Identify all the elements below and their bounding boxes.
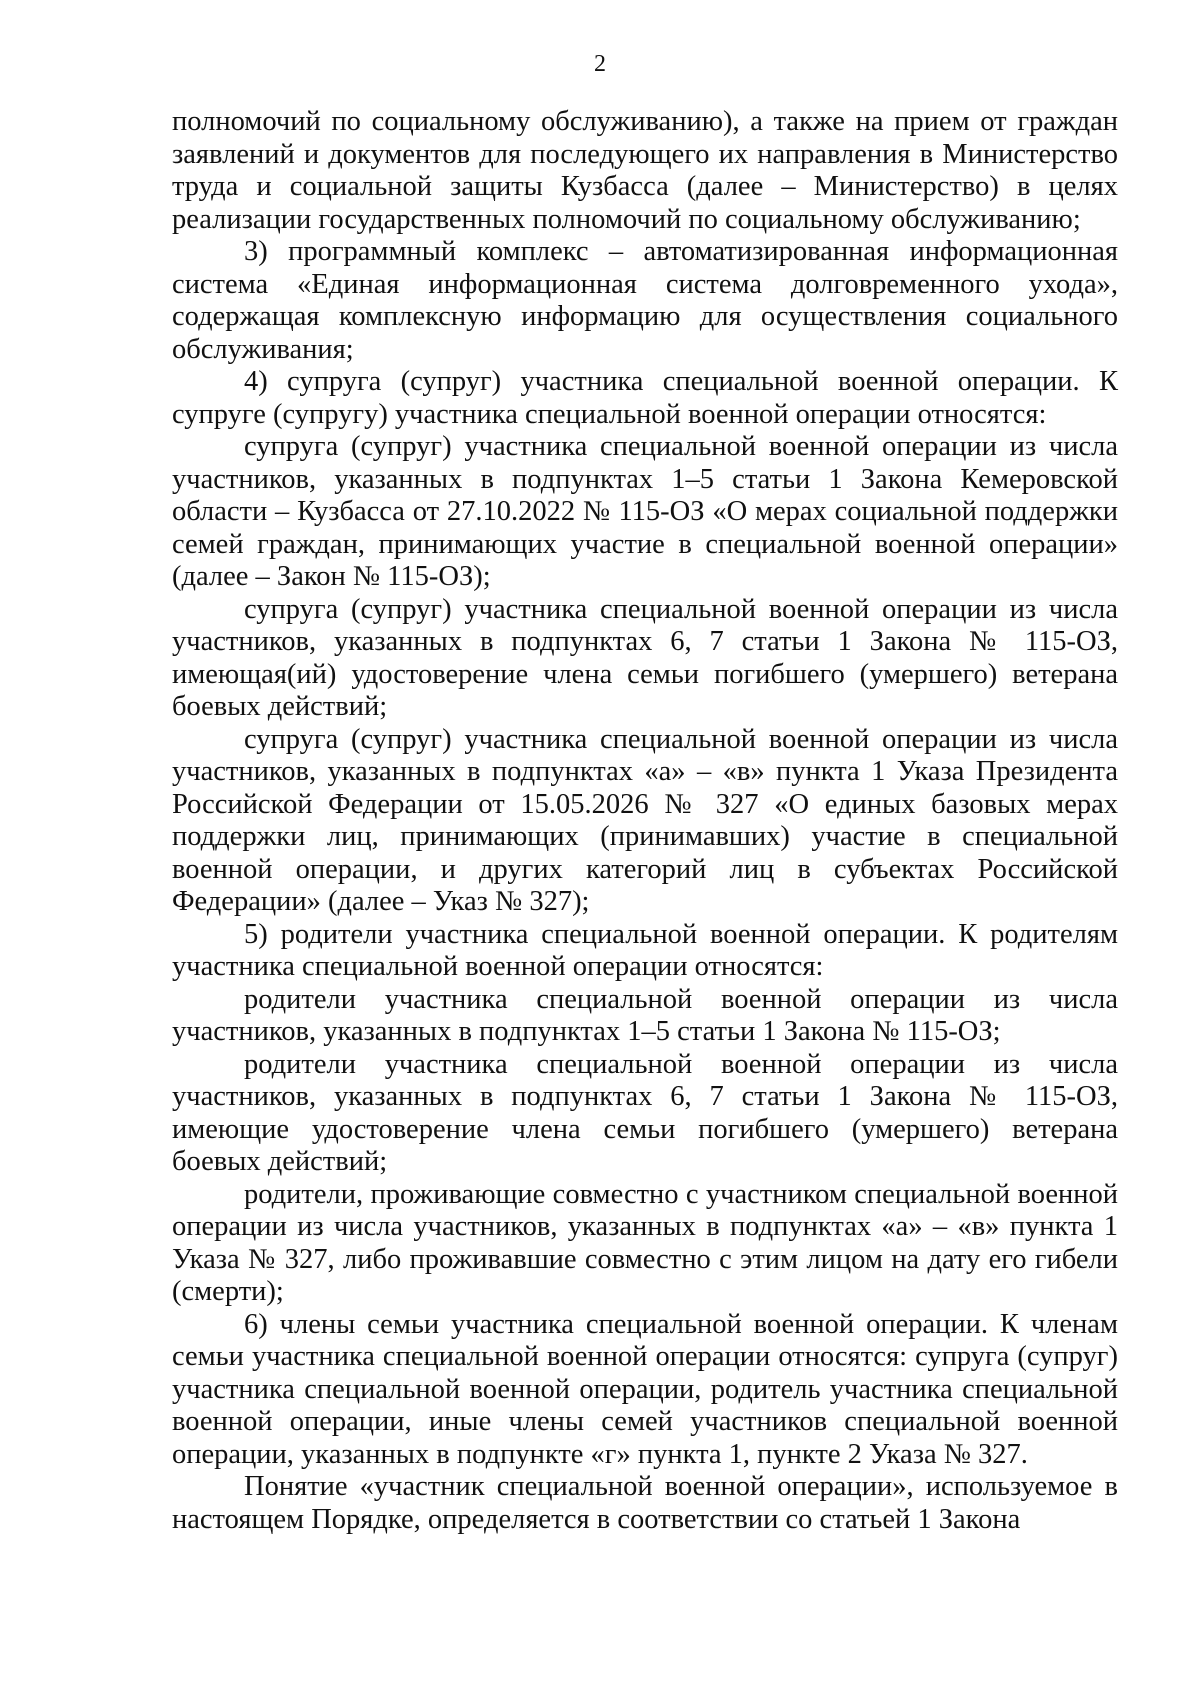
paragraph-parents-3: родители, проживающие совместно с участником специальной военной операции из числа участников, указанных в подпунктах «а» – «в» пункта 1 Указа № 327, либо проживавшие совместно с этим лицом на дату его гибели (смерти); — [172, 1178, 1118, 1307]
paragraph-spouse-1: супруга (супруг) участника специальной военной операции из числа участников, указанных в подпунктах 1–5 статьи 1 Закона Кемеровской области – Кузбасса от 27.10.2022 № 115-ОЗ «О мерах социальной поддержки семей граждан, принимающих участие в специальной военной операции» (далее – Закон № 115-ОЗ); — [172, 431, 1118, 592]
paragraph-item-3: 3) программный комплекс – автоматизированная информационная система «Единая информационная система долговременного ухода», содержащая комплексную информацию для осуществления социального обслуживания; — [172, 236, 1118, 365]
paragraph-item-4: 4) супруга (супруг) участника специальной военной операции. К супруге (супругу) участника специальной военной операции относятся: — [172, 366, 1118, 430]
paragraph-parents-2: родители участника специальной военной операции из числа участников, указанных в подпунктах 6, 7 статьи 1 Закона № 115-ОЗ, имеющие удостоверение члена семьи погибшего (умершего) ветерана боевых действий; — [172, 1048, 1118, 1177]
document-body — [172, 106, 1118, 1536]
paragraph-item-5: 5) родители участника специальной военной операции. К родителям участника специальной военной операции относятся: — [172, 918, 1118, 982]
page-number: 2 — [594, 51, 606, 77]
paragraph-parents-1: родители участника специальной военной операции из числа участников, указанных в подпунктах 1–5 статьи 1 Закона № 115-ОЗ; — [172, 983, 1118, 1047]
paragraph-spouse-2: супруга (супруг) участника специальной военной операции из числа участников, указанных в подпунктах 6, 7 статьи 1 Закона № 115-ОЗ, имеющая(ий) удостоверение члена семьи погибшего (умершего) ветерана боевых действий; — [172, 593, 1118, 722]
paragraph-continuation: полномочий по социальному обслуживанию), а также на прием от граждан заявлений и документов для последующего их направления в Министерство труда и социальной защиты Кузбасса (далее – Министерство) в целях реализации государственных полномочий по социальному обслуживанию; — [172, 106, 1118, 235]
paragraph-definition: Понятие «участник специальной военной операции», используемое в настоящем Порядке, определяется в соответствии со статьей 1 Закона — [172, 1471, 1118, 1535]
paragraph-spouse-3: супруга (супруг) участника специальной военной операции из числа участников, указанных в подпунктах «а» – «в» пункта 1 Указа Президента Российской Федерации от 15.05.2026 № 327 «О единых базовых мерах поддержки лиц, принимающих (принимавших) участие в специальной военной операции, и других категорий лиц в субъектах Российской Федерации» (далее – Указ № 327); — [172, 723, 1118, 917]
paragraph-item-6: 6) члены семьи участника специальной военной операции. К членам семьи участника специальной военной операции относятся: супруга (супруг) участника специальной военной операции, родитель участника специальной военной операции, иные члены семей участников специальной военной операции, указанных в подпункте «г» пункта 1, пункте 2 Указа № 327. — [172, 1308, 1118, 1470]
